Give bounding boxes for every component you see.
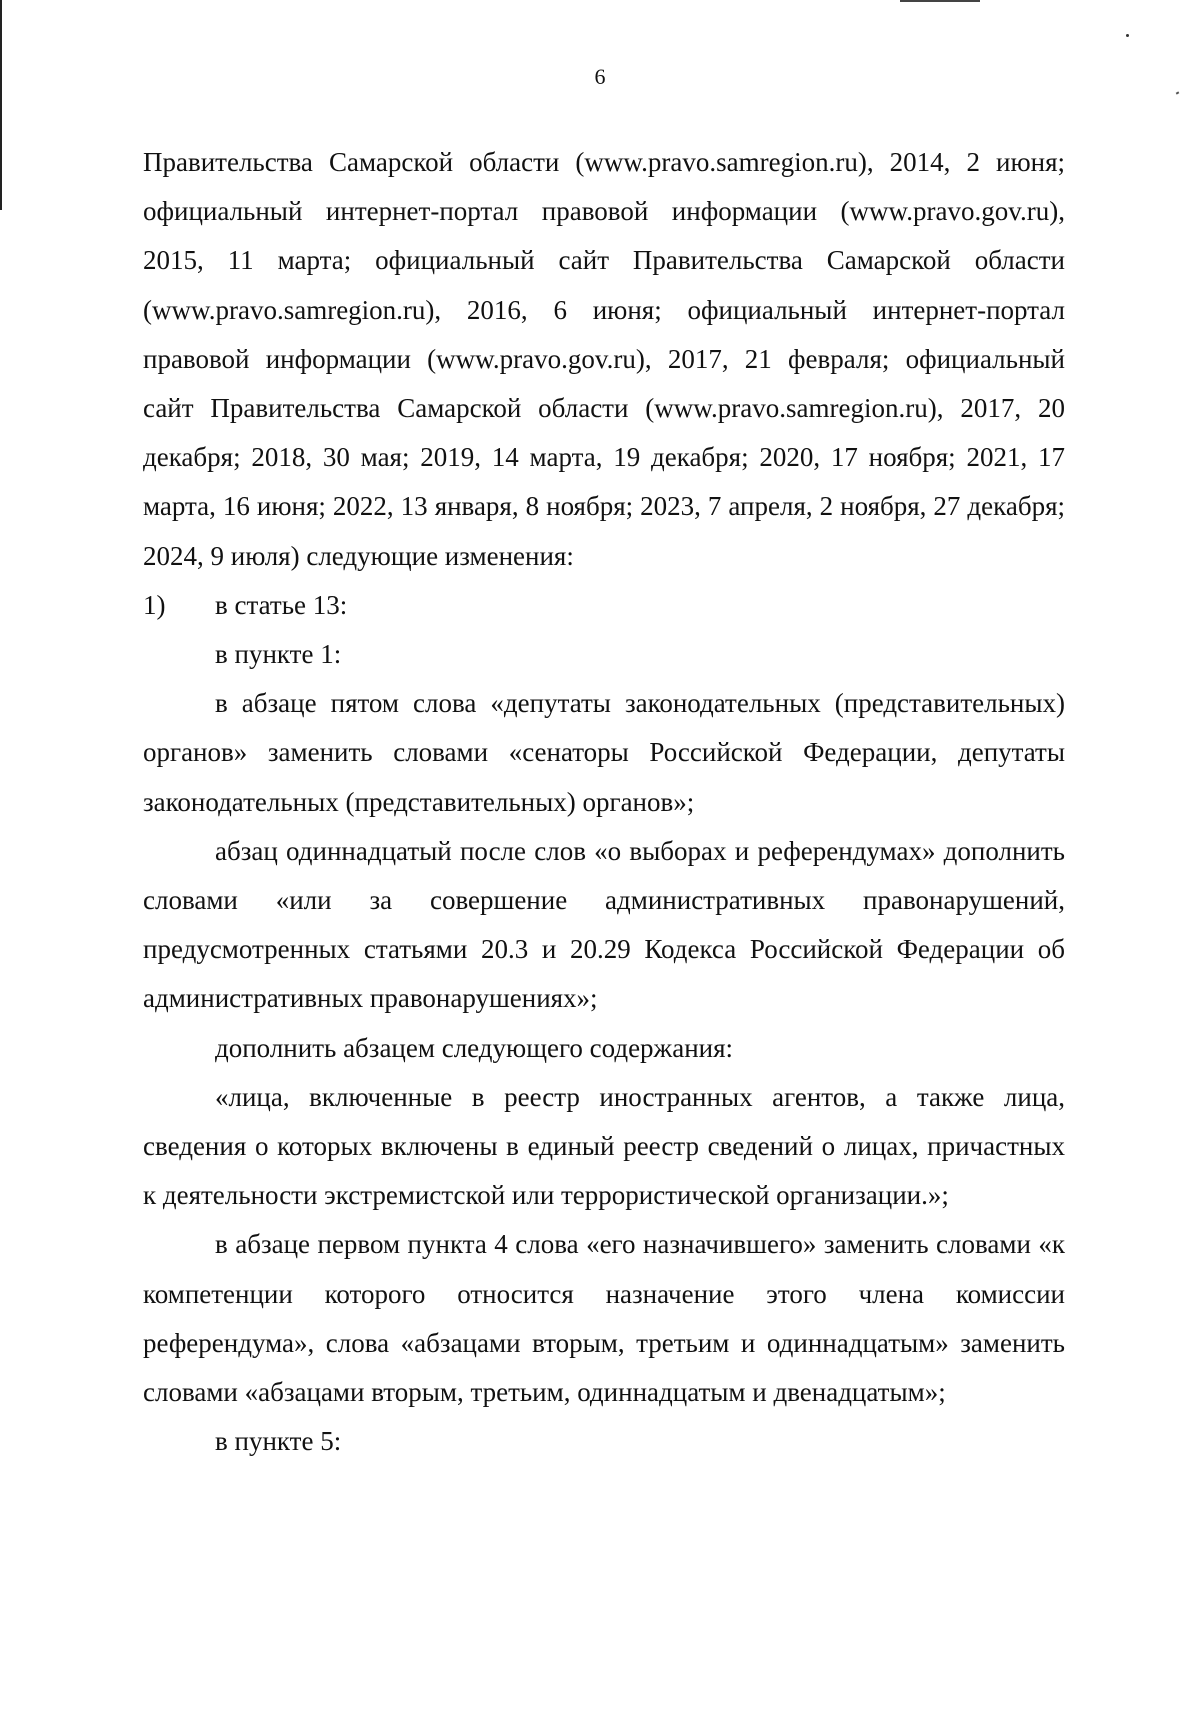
scan-edge-artifact	[0, 0, 2, 210]
document-body	[143, 138, 1065, 1466]
list-item-1	[143, 581, 1065, 630]
list-item-number: 1)	[143, 589, 166, 620]
scan-edge-artifact	[900, 0, 980, 2]
paragraph-quote: «лица, включенные в реестр иностранных агентов, а также лица, сведения о которых включены в единый реестр сведений о лицах, причастных к деятельности экстремистской или террористической организации.»;	[143, 1081, 1065, 1211]
scan-speck-artifact	[1176, 91, 1180, 94]
paragraph-abzac-11: абзац одиннадцатый после слов «о выборах и референдумах» дополнить словами «или за совершение административных правонарушений, предусмотренных статьями 20.3 и 20.29 Кодекса Российской Федерации об административных правонарушениях»;	[143, 835, 1065, 1014]
paragraph-point-5: в пункте 5:	[215, 1426, 342, 1457]
scan-speck-artifact	[1126, 34, 1129, 37]
page-number: 6	[594, 64, 606, 89]
paragraph-point-1: в пункте 1:	[215, 639, 342, 670]
paragraph-intro: Правительства Самарской области (www.pravo.samregion.ru), 2014, 2 июня; официальный интернет-портал правовой информации (www.pravo.gov.ru), 2015, 11 марта; официальный сайт Правительства Самарской области (www.pravo.samregion.ru), 2016, 6 июня; официальный интернет-портал правовой информации (www.pravo.gov.ru), 2017, 21 февраля; официальный сайт Правительства Самарской области (www.pravo.samregion.ru), 2017, 20 декабря; 2018, 30 мая; 2019, 14 марта, 19 декабря; 2020, 17 ноября; 2021, 17 марта, 16 июня; 2022, 13 января, 8 ноября; 2023, 7 апреля, 2 ноября, 27 декабря; 2024, 9 июля) следующие изменения:	[143, 147, 1065, 571]
paragraph-add: дополнить абзацем следующего содержания:	[215, 1032, 734, 1063]
list-item-text: в статье 13:	[215, 589, 348, 620]
paragraph-point-4: в абзаце первом пункта 4 слова «его назначившего» заменить словами «к компетенции которого относится назначение этого члена комиссии референдума», слова «абзацами вторым, третьим и одиннадцатым» заменить словами «абзацами вторым, третьим, одиннадцатым и двенадцатым»;	[143, 1229, 1065, 1408]
paragraph-abzac-5: в абзаце пятом слова «депутаты законодательных (представительных) органов» заменить словами «сенаторы Российской Федерации, депутаты законодательных (представительных) органов»;	[143, 688, 1065, 817]
